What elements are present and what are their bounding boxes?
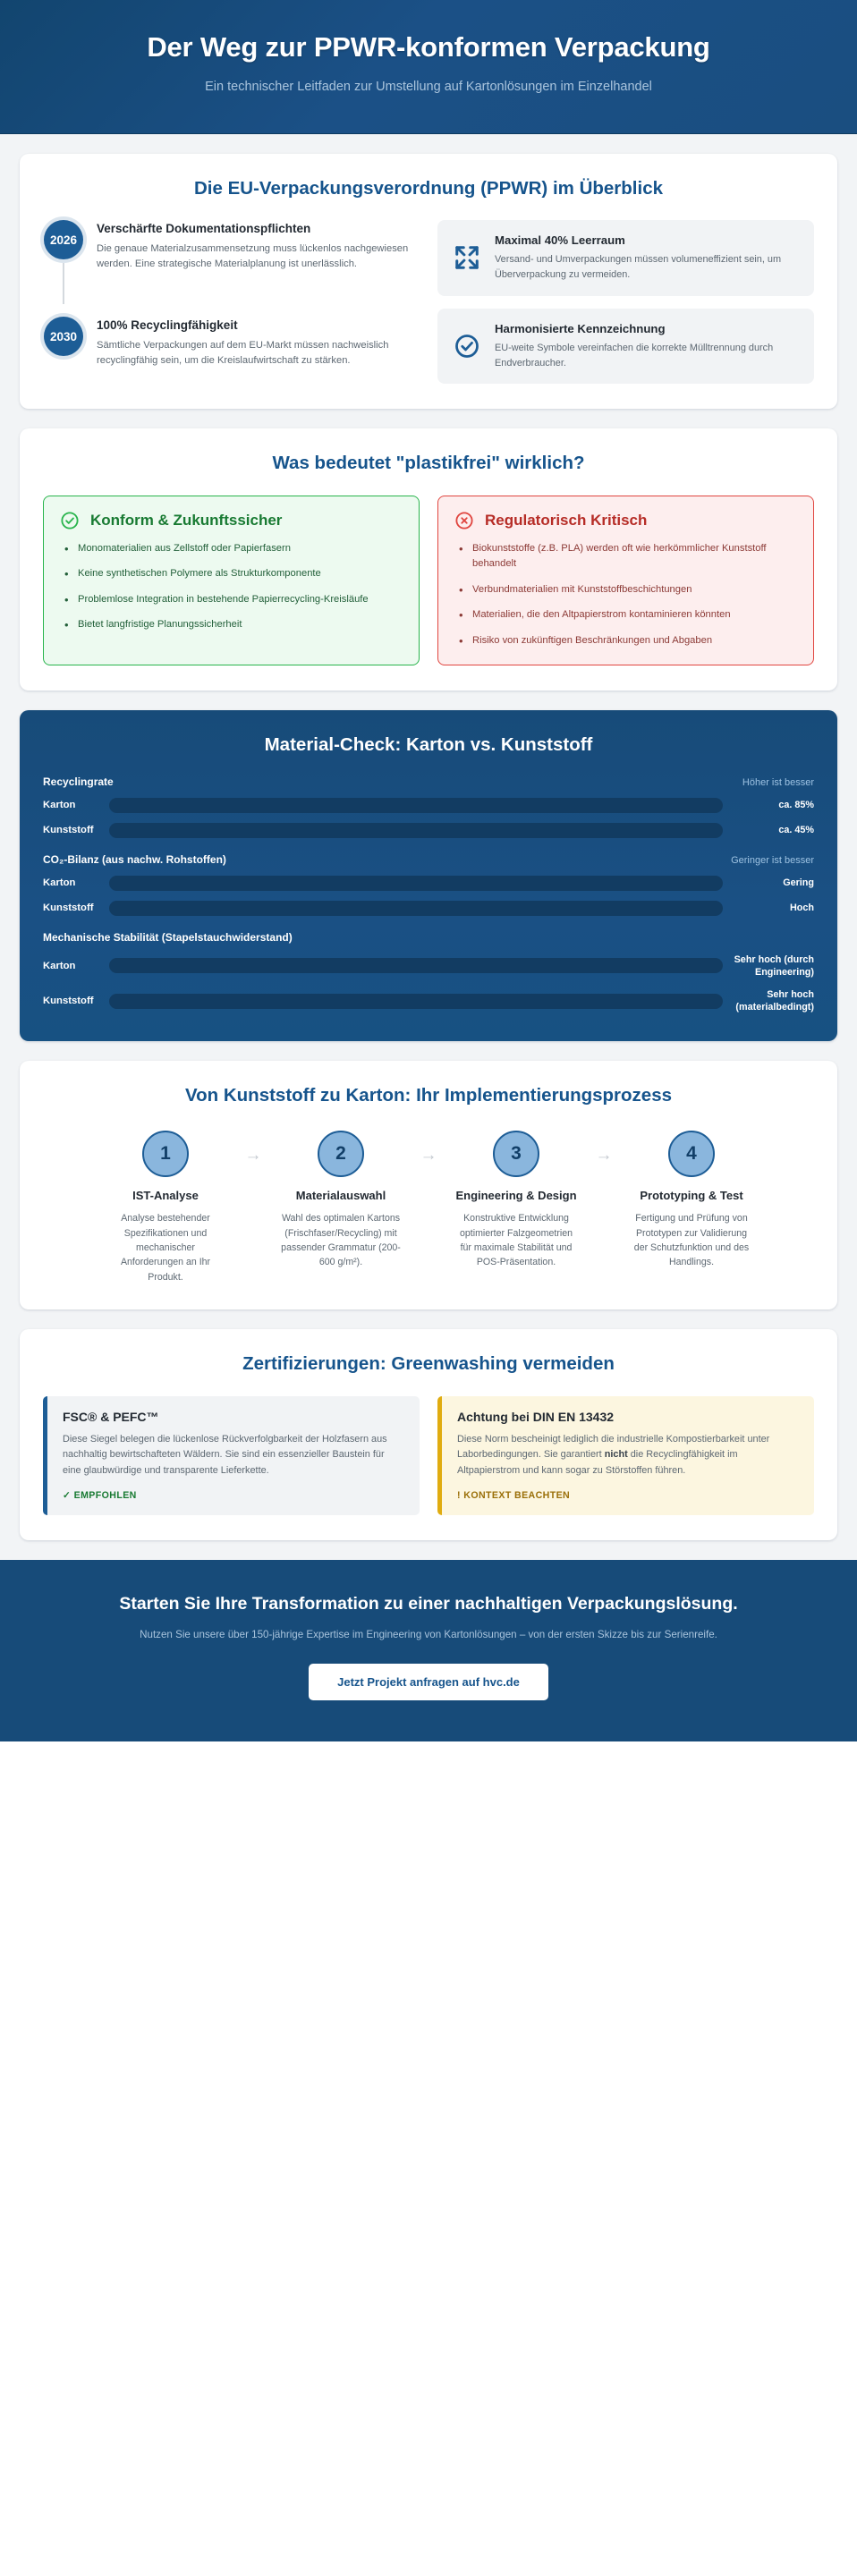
arrow-right-icon: →	[420, 1146, 437, 1165]
bar-value: Sehr hoch (durch Engineering)	[734, 953, 814, 978]
request-project-button[interactable]: Jetzt Projekt anfragen auf hvc.de	[309, 1664, 548, 1700]
step-name: IST-Analyse	[132, 1189, 199, 1203]
bar-track	[109, 958, 723, 973]
metric-group-stabilitaet	[43, 931, 814, 1014]
process-section-title: Von Kunststoff zu Karton: Ihr Implementierungsprozess	[184, 1084, 673, 1106]
list-item: • Risiko von zukünftigen Beschränkungen und Abgaben	[454, 633, 797, 648]
cert-card-fsc-pefc	[43, 1396, 420, 1515]
metric-hint: Höher ist besser	[742, 776, 814, 788]
metric-group-recyclingrate	[43, 775, 814, 838]
cta-title: Starten Sie Ihre Transformation zu einer nachhaltigen Verpackungslösung.	[119, 1593, 738, 1614]
panel-critical-title: Regulatorisch Kritisch	[485, 511, 648, 529]
fact-card-kennzeichnung	[437, 309, 814, 385]
timeline-item	[43, 220, 420, 317]
metric-name: CO₂-Bilanz (aus nachw. Rohstoffen)	[43, 852, 226, 866]
arrow-right-icon: →	[244, 1146, 262, 1165]
ppwr-fact-list	[437, 220, 814, 384]
ppwr-timeline	[43, 220, 420, 369]
bar-value: Gering	[783, 877, 814, 888]
bar-track	[109, 876, 723, 891]
list-item: • Problemlose Integration in bestehende Papierrecycling-Kreisläufe	[60, 592, 403, 607]
material-check-title: Material-Check: Karton vs. Kunststoff	[264, 733, 593, 755]
step-description: Analyse bestehender Spezifikationen und mechanischer Anforderungen an Ihr Produkt.	[120, 1213, 211, 1283]
step-number-badge: 3	[493, 1131, 539, 1177]
cert-text-before: Diese Norm bescheinigt lediglich die industrielle Kompostierbarkeit unter Laborbedingungen. Sie garantiert	[457, 1433, 770, 1461]
status-badge-caution: ! KONTEXT BEACHTEN	[457, 1489, 571, 1501]
fact-text: EU-weite Symbole vereinfachen die korrekte Mülltrennung durch Endverbraucher.	[495, 342, 774, 369]
cta-footer	[0, 1560, 857, 1741]
bar-label: Kunststoff	[43, 996, 94, 1007]
plasticfree-section	[20, 428, 837, 690]
hero-header	[0, 0, 857, 134]
cert-heading: FSC® & PEFC™	[63, 1409, 159, 1424]
bar-row	[43, 901, 814, 916]
list-item: • Biokunststoffe (z.B. PLA) werden oft wie herkömmlicher Kunststoff behandelt	[454, 541, 797, 572]
bar-row	[43, 953, 814, 979]
cert-text-emphasis: nicht	[604, 1449, 628, 1461]
process-section	[20, 1061, 837, 1310]
ppwr-overview-section	[20, 154, 837, 410]
timeline-heading: Verschärfte Dokumentationspflichten	[97, 222, 311, 236]
bar-label: Karton	[43, 800, 76, 811]
fact-card-leerraum	[437, 220, 814, 296]
process-step-2	[274, 1131, 408, 1270]
metric-hint: Geringer ist besser	[731, 854, 814, 866]
step-description: Fertigung und Prüfung von Prototypen zur Validierung der Schutzfunktion und des Handlings.	[633, 1213, 750, 1268]
shrink-arrows-icon	[452, 242, 482, 273]
list-item: • Verbundmaterialien mit Kunststoffbeschichtungen	[454, 582, 797, 597]
timeline-heading: 100% Recyclingfähigkeit	[97, 318, 238, 333]
list-item: • Monomaterialien aus Zellstoff oder Papierfasern	[60, 541, 403, 556]
bar-row	[43, 988, 814, 1014]
critical-list	[454, 541, 797, 648]
step-number-badge: 2	[318, 1131, 364, 1177]
metric-name: Recyclingrate	[43, 775, 114, 788]
bar-label: Karton	[43, 877, 76, 889]
arrow-right-icon: →	[595, 1146, 613, 1165]
timeline-connector	[63, 263, 64, 304]
page-title: Der Weg zur PPWR-konformen Verpackung	[147, 31, 710, 63]
panel-conform-title: Konform & Zukunftssicher	[90, 511, 283, 529]
list-item: • Keine synthetischen Polymere als Strukturkomponente	[60, 566, 403, 581]
check-circle-icon	[452, 331, 482, 361]
bar-label: Karton	[43, 960, 76, 971]
bar-label: Kunststoff	[43, 902, 94, 914]
cert-text-after: die Recyclingfähigkeit im Altpapierstrom und kann sogar zu Störstoffen führen.	[457, 1449, 738, 1477]
step-description: Konstruktive Entwicklung optimierter Falzgeometrien für maximale Stabilität und POS-Präsentation.	[460, 1213, 573, 1268]
panel-critical	[437, 496, 814, 665]
certification-section-title: Zertifizierungen: Greenwashing vermeiden	[242, 1353, 615, 1375]
content-wrapper	[0, 134, 857, 1540]
list-item: • Bietet langfristige Planungssicherheit	[60, 617, 403, 632]
bar-row	[43, 798, 814, 813]
cta-subtitle: Nutzen Sie unsere über 150-jährige Expertise im Engineering von Kartonlösungen – von der ersten Skizze bis zur Serienreife.	[140, 1629, 717, 1641]
cert-text: Diese Siegel belegen die lückenlose Rückverfolgbarkeit der Holzfasern aus nachhaltig bewirtschafteten Wäldern. Sie sind ein essenzieller Baustein für eine glaubwürdige und transparente Lieferkette.	[63, 1433, 387, 1477]
conform-list	[60, 541, 403, 632]
metric-name: Mechanische Stabilität (Stapelstauchwiderstand)	[43, 930, 293, 944]
material-check-section	[20, 710, 837, 1041]
panel-conform	[43, 496, 420, 665]
step-name: Engineering & Design	[455, 1189, 577, 1203]
fact-text: Versand- und Umverpackungen müssen volumeneffizient sein, um Überverpackung zu vermeiden.	[495, 254, 782, 280]
metric-group-co2	[43, 853, 814, 916]
cert-text	[457, 1432, 799, 1479]
bar-value: Hoch	[790, 902, 814, 913]
cert-card-din-en-13432	[437, 1396, 814, 1515]
plasticfree-section-title: Was bedeutet "plastikfrei" wirklich?	[272, 453, 585, 474]
step-number-badge: 1	[142, 1131, 189, 1177]
timeline-year-badge: 2026	[44, 220, 83, 259]
bar-value: ca. 85%	[778, 799, 814, 810]
list-item: • Materialien, die den Altpapierstrom kontaminieren könnten	[454, 607, 797, 623]
fact-heading: Harmonisierte Kennzeichnung	[495, 321, 666, 335]
step-name: Materialauswahl	[295, 1189, 386, 1203]
ppwr-section-title: Die EU-Verpackungsverordnung (PPWR) im Überblick	[194, 177, 663, 199]
bar-track	[109, 798, 723, 813]
page-subtitle: Ein technischer Leitfaden zur Umstellung auf Kartonlösungen im Einzelhandel	[205, 79, 652, 94]
process-step-3	[449, 1131, 583, 1270]
timeline-item	[43, 317, 420, 369]
bar-value: ca. 45%	[778, 824, 814, 835]
x-circle-icon	[454, 511, 474, 530]
bar-label: Kunststoff	[43, 825, 94, 836]
bar-track	[109, 823, 723, 838]
check-circle-icon	[60, 511, 80, 530]
bar-row	[43, 823, 814, 838]
bar-track	[109, 994, 723, 1009]
timeline-text: Die genaue Materialzusammensetzung muss lückenlos nachgewiesen werden. Eine strategische Materialplanung ist unerlässlich.	[97, 242, 409, 270]
step-name: Prototyping & Test	[640, 1189, 743, 1203]
certification-section	[20, 1329, 837, 1540]
step-description: Wahl des optimalen Kartons (Frischfaser/Recycling) mit passender Grammatur (200-600 g/m²).	[281, 1213, 401, 1268]
timeline-text: Sämtliche Verpackungen auf dem EU-Markt müssen nachweislich recyclingfähig sein, um die Kreislaufwirtschaft zu stärken.	[97, 339, 389, 367]
bar-value: Sehr hoch (materialbedingt)	[735, 989, 814, 1013]
process-step-4	[624, 1131, 759, 1270]
bar-row	[43, 876, 814, 891]
bar-track	[109, 901, 723, 916]
status-badge-recommended: ✓ EMPFOHLEN	[63, 1489, 137, 1501]
fact-heading: Maximal 40% Leerraum	[495, 233, 625, 248]
cert-heading: Achtung bei DIN EN 13432	[457, 1409, 615, 1424]
timeline-year-badge: 2030	[44, 317, 83, 356]
process-step-1	[98, 1131, 233, 1284]
step-number-badge: 4	[668, 1131, 715, 1177]
